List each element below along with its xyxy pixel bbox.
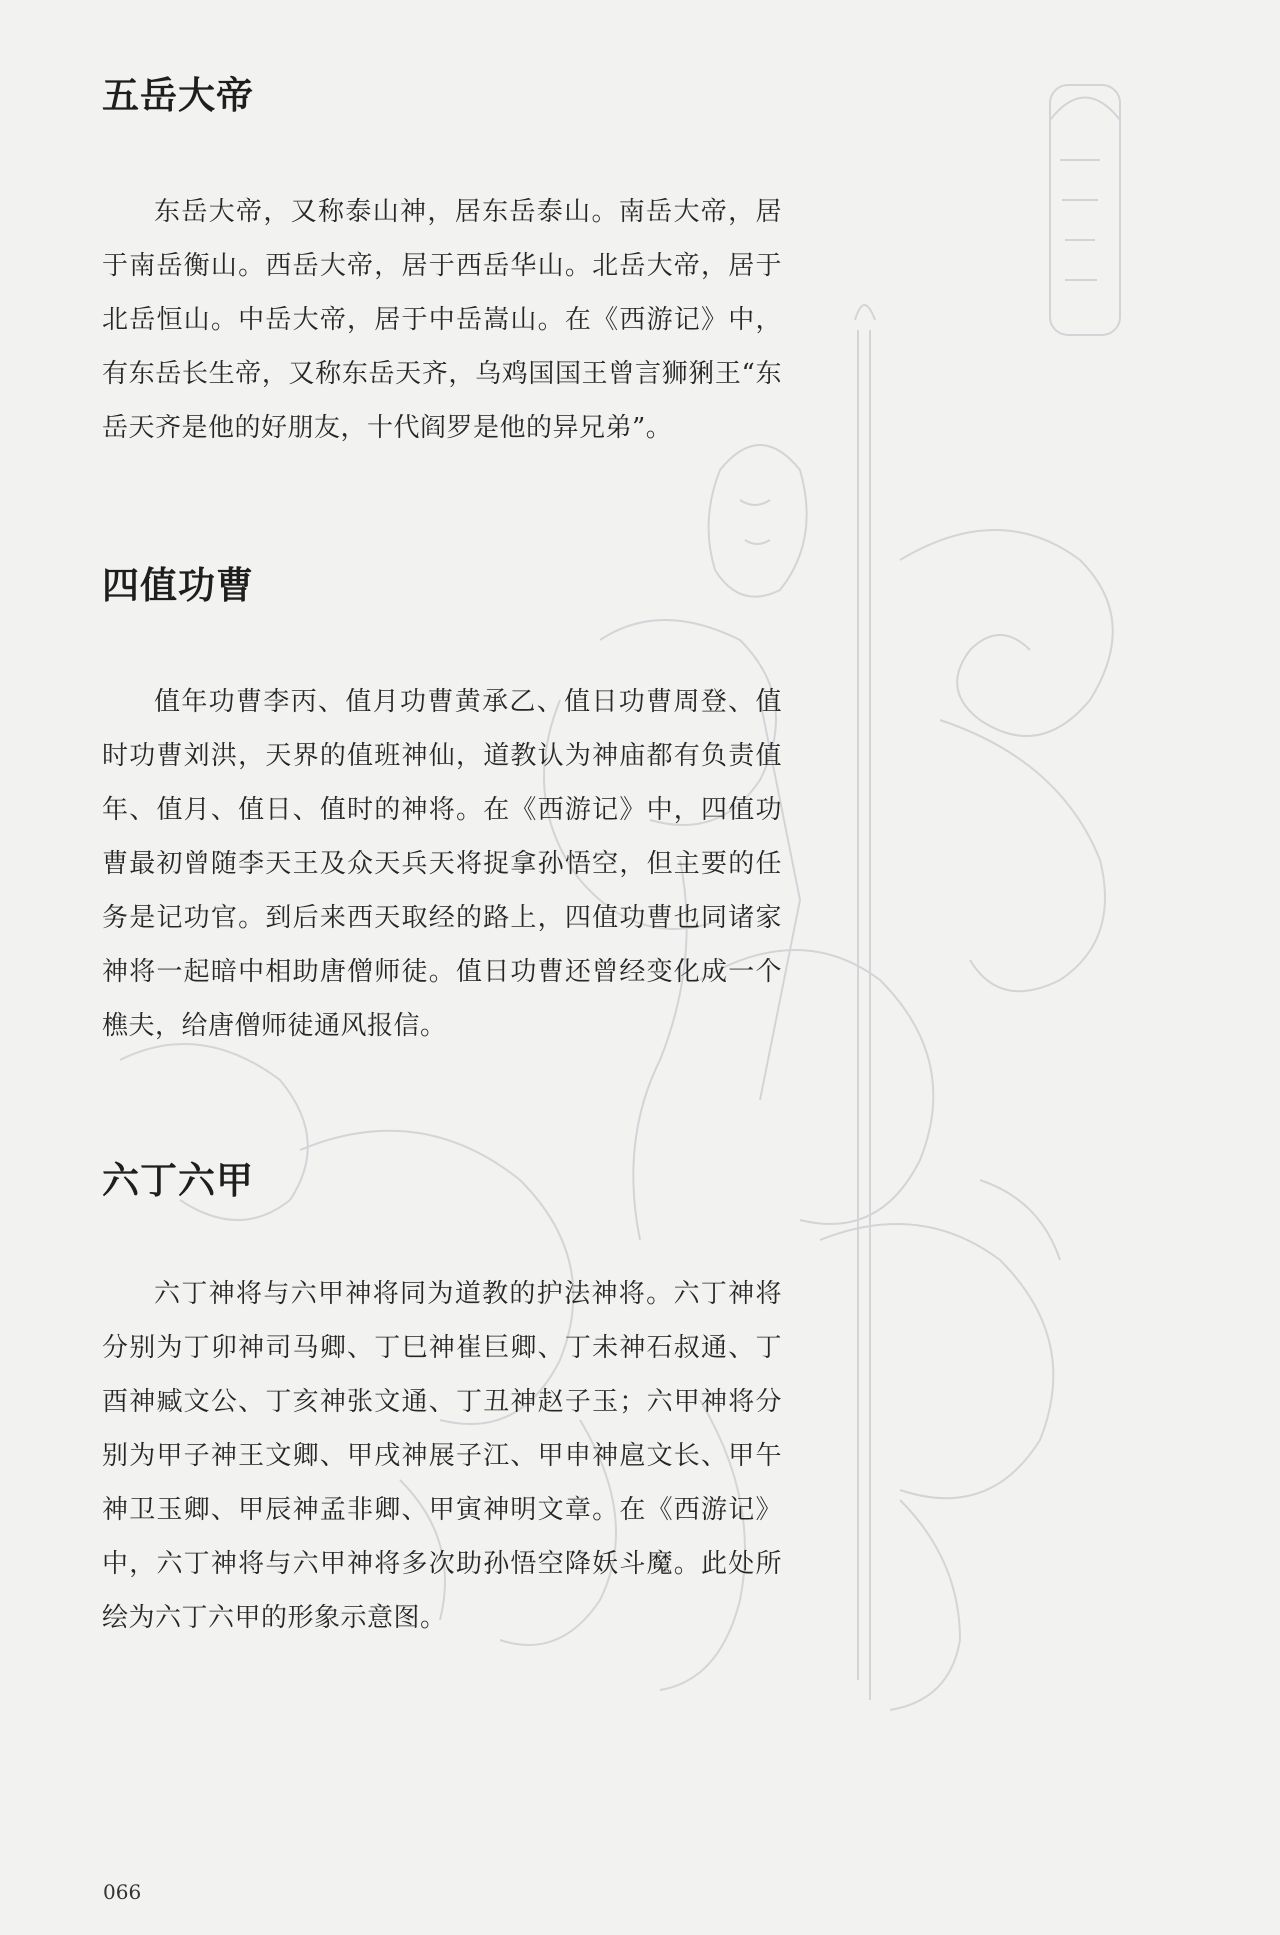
section-body: 值年功曹李丙、值月功曹黄承乙、值日功曹周登、值时功曹刘洪，天界的值班神仙，道教认为神庙都有负责值年、值月、值日、值时的神将。在《西游记》中，四值功曹最初曾随李天王及众天兵天将捉拿孙悟空，但主要的任务是记功官。到后来西天取经的路上，四值功曹也同诸家神将一起暗中相助唐僧师徒。值日功曹还曾经变化成一个樵夫，给唐僧师徒通风报信。 [102, 687, 782, 1041]
section-body: 六丁神将与六甲神将同为道教的护法神将。六丁神将分别为丁卯神司马卿、丁巳神崔巨卿、丁未神石叔通、丁酉神臧文公、丁亥神张文通、丁丑神赵子玉；六甲神将分别为甲子神王文卿、甲戌神展子江、甲申神扈文长、甲午神卫玉卿、甲辰神孟非卿、甲寅神明文章。在《西游记》中，六丁神将与六甲神将多次助孙悟空降妖斗魔。此处所绘为六丁六甲的形象示意图。 [102, 1279, 782, 1633]
section-title: 五岳大帝 [102, 73, 254, 117]
section-sizhi-gongcao [102, 560, 782, 1053]
section-title: 四值功曹 [102, 563, 254, 607]
section-body: 东岳大帝，又称泰山神，居东岳泰山。南岳大帝，居于南岳衡山。西岳大帝，居于西岳华山。北岳大帝，居于北岳恒山。中岳大帝，居于中岳嵩山。在《西游记》中，有东岳长生帝，又称东岳天齐，乌鸡国国王曾言狮猁王“东岳天齐是他的好朋友，十代阎罗是他的异兄弟”。 [102, 197, 782, 443]
section-liuding-liujia [102, 1155, 782, 1645]
page-number: 066 [103, 1880, 142, 1904]
section-title: 六丁六甲 [102, 1158, 254, 1202]
section-wuyue-dadi [102, 70, 782, 455]
